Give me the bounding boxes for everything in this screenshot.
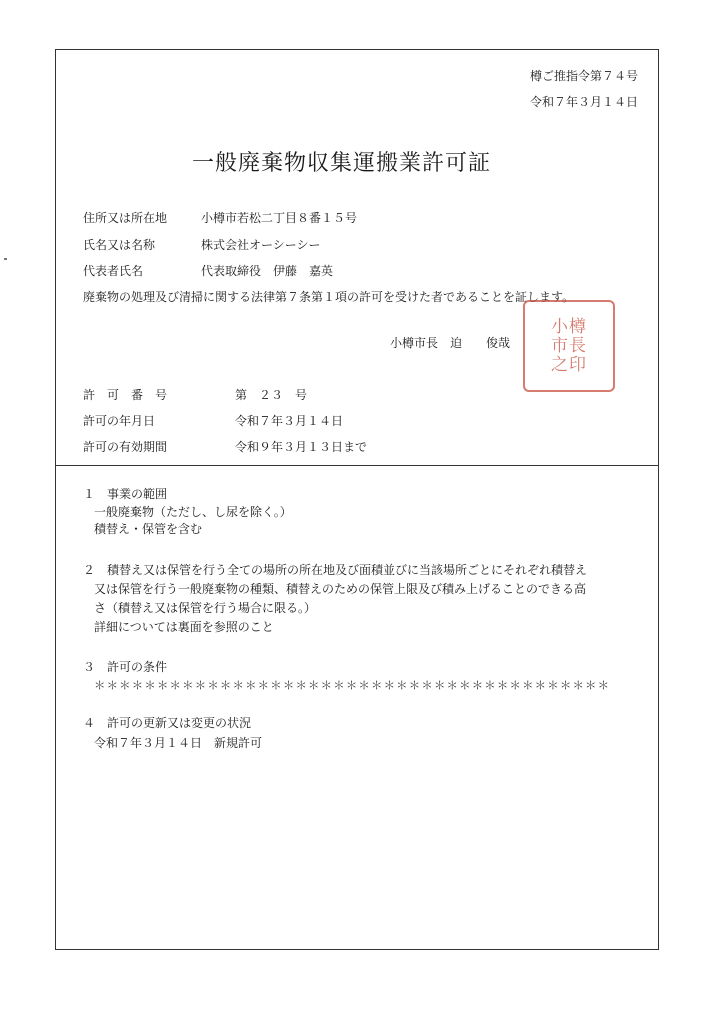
certification-statement: 廃棄物の処理及び清掃に関する法律第７条第１項の許可を受けた者であることを証します。 <box>83 290 575 304</box>
section-1-line-1: 一般廃棄物（ただし、し尿を除く。） <box>94 505 292 519</box>
seal-line-2: 市長 <box>551 335 587 356</box>
section-2-line-3: さ（積替え又は保管を行う場合に限る。） <box>94 601 317 615</box>
scan-speck <box>4 258 7 260</box>
seal-line-3: 之印 <box>551 354 587 375</box>
permit-number-value: 第 ２３ 号 <box>235 388 308 402</box>
document-title: 一般廃棄物収集運搬業許可証 <box>192 151 492 176</box>
section-divider <box>56 465 658 466</box>
section-3-heading: ３ 許可の条件 <box>83 660 168 674</box>
mayor-signature: 小樽市長 迫 俊哉 <box>390 336 511 350</box>
issue-date: 令和７年３月１４日 <box>529 95 638 109</box>
validity-value: 令和９年３月１３日まで <box>235 440 368 454</box>
seal-line-1: 小樽 <box>551 316 587 337</box>
certificate-frame <box>55 49 659 950</box>
name-value: 株式会社オーシーシー <box>201 238 321 252</box>
validity-label: 許可の有効期間 <box>83 440 168 454</box>
section-2-line-2: 又は保管を行う一般廃棄物の種類、積替えのための保管上限及び積み上げることのできる高 <box>94 582 587 596</box>
address-value: 小樽市若松二丁目８番１５号 <box>201 211 358 225</box>
section-3-conditions: ＊＊＊＊＊＊＊＊＊＊＊＊＊＊＊＊＊＊＊＊＊＊＊＊＊＊＊＊＊＊＊＊＊＊＊＊＊＊＊＊＊ <box>94 678 611 692</box>
section-4-status: 令和７年３月１４日 新規許可 <box>94 736 263 750</box>
section-2-line-1: ２ 積替え又は保管を行う全ての場所の所在地及び面積並びに当該場所ごとにそれぞれ積替え <box>83 563 588 577</box>
address-label: 住所又は所在地 <box>83 211 168 225</box>
permit-date-value: 令和７年３月１４日 <box>235 414 344 428</box>
section-2-line-4: 詳細については裏面を参照のこと <box>94 620 274 634</box>
permit-date-label: 許可の年月日 <box>83 414 156 428</box>
representative-value: 代表取締役 伊藤 嘉英 <box>201 264 334 278</box>
section-4-heading: ４ 許可の更新又は変更の状況 <box>83 716 252 730</box>
section-1-line-2: 積替え・保管を含む <box>94 522 203 536</box>
name-label: 氏名又は名称 <box>83 238 156 252</box>
official-seal-stamp <box>523 300 615 392</box>
representative-label: 代表者氏名 <box>83 264 144 278</box>
permit-number-label: 許 可 番 号 <box>83 388 168 402</box>
ref-number: 樽ご推指令第７４号 <box>529 69 638 83</box>
section-1-heading: １ 事業の範囲 <box>83 487 168 501</box>
